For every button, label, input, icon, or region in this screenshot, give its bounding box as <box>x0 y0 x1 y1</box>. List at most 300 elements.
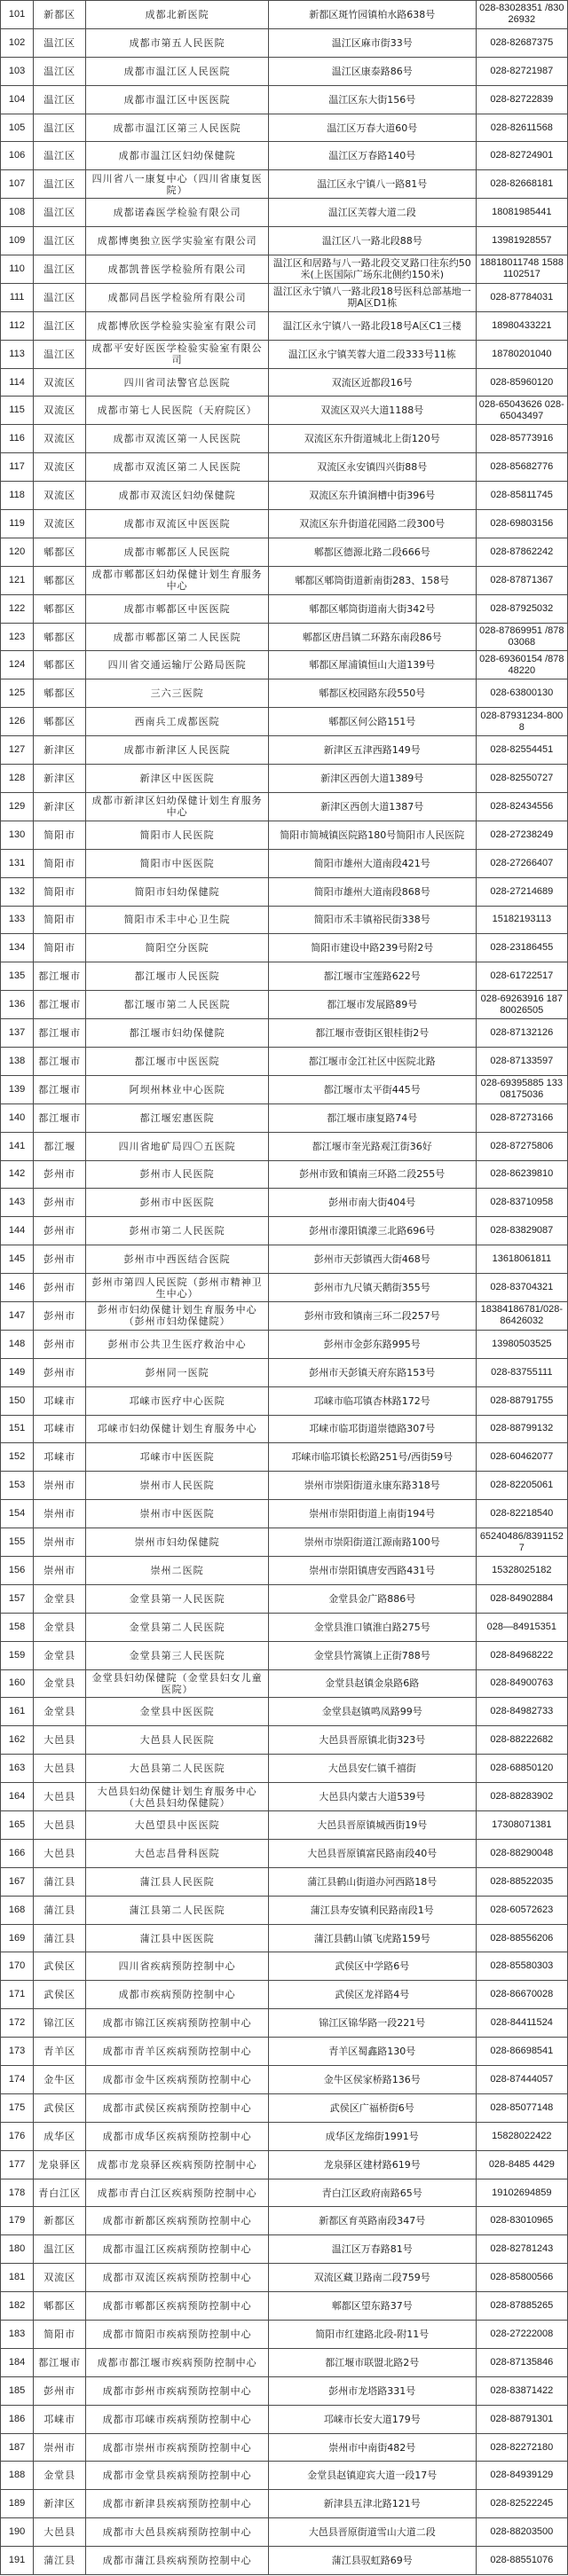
phone-cell: 028-88791755 <box>476 1386 567 1415</box>
table-row <box>1 2547 568 2575</box>
phone-cell: 028-82721987 <box>476 57 567 85</box>
phone-cell: 028-87871367 <box>476 566 567 594</box>
address-cell: 都江堰市康复路74号 <box>268 1103 476 1132</box>
phone-cell: 028-84411524 <box>476 2009 567 2038</box>
district-cell: 彭州市 <box>34 1358 86 1386</box>
district-cell: 崇州市 <box>34 1556 86 1584</box>
phone-cell: 028-83028351 /83026932 <box>476 1 567 29</box>
table-row <box>1 1019 568 1048</box>
district-cell: 都江堰市 <box>34 1047 86 1075</box>
phone-cell: 028-83829087 <box>476 1217 567 1245</box>
institution-name-cell: 邛崃市医疗中心医院 <box>86 1386 269 1415</box>
table-row <box>1 227 568 255</box>
district-cell: 都江堰市 <box>34 2348 86 2376</box>
district-cell: 蒲江县 <box>34 2547 86 2575</box>
institution-name-cell: 成都市成华区疾病预防控制中心 <box>86 2122 269 2150</box>
phone-cell: 028-87275806 <box>476 1132 567 1160</box>
row-number: 152 <box>1 1443 34 1472</box>
institution-name-cell: 成都北新医院 <box>86 1 269 29</box>
table-row <box>1 57 568 85</box>
institution-name-cell: 四川省交通运输厅公路局医院 <box>86 651 269 679</box>
district-cell: 简阳市 <box>34 877 86 906</box>
district-cell: 大邑县 <box>34 1811 86 1840</box>
row-number: 170 <box>1 1952 34 1981</box>
address-cell: 青羊区蜀鑫路130号 <box>268 2038 476 2066</box>
district-cell: 崇州市 <box>34 2433 86 2462</box>
institution-name-cell: 成都市金堂县疾病预防控制中心 <box>86 2462 269 2490</box>
district-cell: 金堂县 <box>34 1669 86 1698</box>
district-cell: 彭州市 <box>34 1217 86 1245</box>
phone-cell: 028-65043626 028-65043497 <box>476 397 567 425</box>
district-cell: 武侯区 <box>34 2093 86 2122</box>
table-row <box>1 170 568 199</box>
row-number: 128 <box>1 765 34 793</box>
address-cell: 郫都区郫筒街道南大街342号 <box>268 594 476 623</box>
row-number: 155 <box>1 1528 34 1557</box>
district-cell: 温江区 <box>34 28 86 57</box>
address-cell: 大邑县内蒙古大道539号 <box>268 1783 476 1811</box>
phone-cell: 13980503525 <box>476 1330 567 1358</box>
row-number: 164 <box>1 1783 34 1811</box>
district-cell: 温江区 <box>34 2235 86 2264</box>
table-row <box>1 368 568 397</box>
institution-name-cell: 成都市崇州市疾病预防控制中心 <box>86 2433 269 2462</box>
row-number: 180 <box>1 2235 34 2264</box>
row-number: 102 <box>1 28 34 57</box>
address-cell: 彭州市致和镇南三环路二段255号 <box>268 1160 476 1189</box>
institution-name-cell: 蒲江县中医医院 <box>86 1924 269 1952</box>
address-cell: 都江堰市壹街区银桂街2号 <box>268 1019 476 1048</box>
phone-cell: 028-69360154 /87848220 <box>476 651 567 679</box>
address-cell: 温江区和居路与八一路北段交叉路口往东约50米(上医国际广场东北侧约150米) <box>268 255 476 284</box>
address-cell: 郫都区何公路151号 <box>268 708 476 736</box>
row-number: 159 <box>1 1641 34 1669</box>
institution-name-cell: 都江堰市人民医院 <box>86 962 269 991</box>
table-row <box>1 2207 568 2235</box>
institution-name-cell: 成都市邛崃市疾病预防控制中心 <box>86 2405 269 2433</box>
table-row <box>1 1245 568 1274</box>
phone-cell: 028-88522035 <box>476 1867 567 1896</box>
institution-name-cell: 成都市双流区疾病预防控制中心 <box>86 2264 269 2292</box>
district-cell: 都江堰市 <box>34 1075 86 1103</box>
institution-name-cell: 成都市新都区疾病预防控制中心 <box>86 2207 269 2235</box>
phone-cell: 028-60572623 <box>476 1896 567 1924</box>
district-cell: 武侯区 <box>34 1952 86 1981</box>
row-number: 140 <box>1 1103 34 1132</box>
row-number: 109 <box>1 227 34 255</box>
row-number: 137 <box>1 1019 34 1048</box>
phone-cell: 028-82668181 <box>476 170 567 199</box>
table-row <box>1 1075 568 1103</box>
row-number: 123 <box>1 623 34 651</box>
address-cell: 武侯区中学路6号 <box>268 1952 476 1981</box>
table-row <box>1 679 568 708</box>
district-cell: 崇州市 <box>34 1500 86 1528</box>
district-cell: 温江区 <box>34 199 86 227</box>
table-row <box>1 283 568 311</box>
address-cell: 郫都区校园路东段550号 <box>268 679 476 708</box>
phone-cell: 028-27222008 <box>476 2321 567 2349</box>
district-cell: 双流区 <box>34 510 86 538</box>
address-cell: 彭州市九尺镇天鹅街355号 <box>268 1274 476 1302</box>
row-number: 130 <box>1 821 34 849</box>
address-cell: 邛崃市临邛镇杏林路172号 <box>268 1386 476 1415</box>
table-row <box>1 1189 568 1217</box>
phone-cell: 028-84900763 <box>476 1669 567 1698</box>
table-row <box>1 340 568 368</box>
institution-name-cell: 彭州市第二人民医院 <box>86 1217 269 1245</box>
institution-name-cell: 金堂县中医医院 <box>86 1698 269 1726</box>
address-cell: 郫都区唐昌镇二环路东南段86号 <box>268 623 476 651</box>
table-row <box>1 736 568 765</box>
district-cell: 郫都区 <box>34 623 86 651</box>
district-cell: 双流区 <box>34 368 86 397</box>
phone-cell: 028-84982733 <box>476 1698 567 1726</box>
row-number: 145 <box>1 1245 34 1274</box>
district-cell: 郫都区 <box>34 651 86 679</box>
institution-name-cell: 崇州市中医医院 <box>86 1500 269 1528</box>
address-cell: 彭州市濛阳镇濛三北路696号 <box>268 1217 476 1245</box>
institution-name-cell: 彭州市中医医院 <box>86 1189 269 1217</box>
address-cell: 双流区东升镇涧槽中街396号 <box>268 482 476 510</box>
row-number: 177 <box>1 2150 34 2179</box>
address-cell: 都江堰市发展路89号 <box>268 991 476 1019</box>
table-row <box>1 1472 568 1500</box>
institution-name-cell: 成都市郫都区妇幼保健计划生育服务中心 <box>86 566 269 594</box>
district-cell: 温江区 <box>34 170 86 199</box>
district-cell: 彭州市 <box>34 1160 86 1189</box>
phone-cell: 18081985441 <box>476 199 567 227</box>
district-cell: 彭州市 <box>34 1330 86 1358</box>
row-number: 118 <box>1 482 34 510</box>
institution-name-cell: 成都市温江区人民医院 <box>86 57 269 85</box>
row-number: 124 <box>1 651 34 679</box>
row-number: 115 <box>1 397 34 425</box>
row-number: 117 <box>1 453 34 482</box>
district-cell: 金堂县 <box>34 1584 86 1613</box>
phone-cell: 028-83704321 <box>476 1274 567 1302</box>
address-cell: 温江区康泰路86号 <box>268 57 476 85</box>
institution-name-cell: 成都同昌医学检验所有限公司 <box>86 283 269 311</box>
row-number: 110 <box>1 255 34 284</box>
district-cell: 成华区 <box>34 2122 86 2150</box>
phone-cell: 18980433221 <box>476 311 567 340</box>
district-cell: 简阳市 <box>34 906 86 934</box>
district-cell: 温江区 <box>34 57 86 85</box>
row-number: 116 <box>1 425 34 453</box>
phone-cell: 028-86698541 <box>476 2038 567 2066</box>
table-row <box>1 1415 568 1443</box>
phone-cell: 028-86239810 <box>476 1160 567 1189</box>
district-cell: 彭州市 <box>34 1274 86 1302</box>
district-cell: 彭州市 <box>34 2376 86 2405</box>
institution-name-cell: 邛崃市妇幼保健计划生育服务中心 <box>86 1415 269 1443</box>
institution-name-cell: 大邑县人民医院 <box>86 1726 269 1755</box>
address-cell: 蒲江县驭虹路69号 <box>268 2547 476 2575</box>
institution-name-cell: 成都市都江堰市疾病预防控制中心 <box>86 2348 269 2376</box>
institution-name-cell: 成都市新津区妇幼保健计划生育服务中心 <box>86 792 269 821</box>
address-cell: 双流区东升街道城北上街120号 <box>268 425 476 453</box>
institution-name-cell: 金堂县妇幼保健院（金堂县妇女儿童医院） <box>86 1669 269 1698</box>
table-row <box>1 453 568 482</box>
institution-name-cell: 成都市青羊区疾病预防控制中心 <box>86 2038 269 2066</box>
phone-cell: 19102694859 <box>476 2179 567 2207</box>
phone-cell: 028-88556206 <box>476 1924 567 1952</box>
row-number: 114 <box>1 368 34 397</box>
table-row <box>1 1443 568 1472</box>
phone-cell: 028-87862242 <box>476 538 567 566</box>
district-cell: 金堂县 <box>34 2462 86 2490</box>
institution-name-cell: 彭州同一医院 <box>86 1358 269 1386</box>
phone-cell: 028-85811745 <box>476 482 567 510</box>
table-row <box>1 1500 568 1528</box>
table-row <box>1 2292 568 2321</box>
table-row <box>1 877 568 906</box>
row-number: 126 <box>1 708 34 736</box>
institution-name-cell: 成都凯普医学检验所有限公司 <box>86 255 269 284</box>
table-row <box>1 2150 568 2179</box>
institution-name-cell: 彭州市人民医院 <box>86 1160 269 1189</box>
address-cell: 成华区龙绵街1991号 <box>268 2122 476 2150</box>
phone-cell: 028-23186455 <box>476 934 567 962</box>
phone-cell: 028-88290048 <box>476 1839 567 1867</box>
row-number: 166 <box>1 1839 34 1867</box>
row-number: 175 <box>1 2093 34 2122</box>
row-number: 173 <box>1 2038 34 2066</box>
table-row <box>1 2321 568 2349</box>
row-number: 165 <box>1 1811 34 1840</box>
table-row <box>1 1103 568 1132</box>
row-number: 182 <box>1 2292 34 2321</box>
row-number: 169 <box>1 1924 34 1952</box>
institution-name-cell: 大邑县第二人民医院 <box>86 1755 269 1783</box>
address-cell: 温江区万春大道60号 <box>268 114 476 142</box>
table-row <box>1 2235 568 2264</box>
institution-name-cell: 彭州市公共卫生医疗救治中心 <box>86 1330 269 1358</box>
address-cell: 新津区五津西路149号 <box>268 736 476 765</box>
phone-cell: 18780201040 <box>476 340 567 368</box>
address-cell: 彭州市天彭镇天府东路153号 <box>268 1358 476 1386</box>
row-number: 120 <box>1 538 34 566</box>
district-cell: 崇州市 <box>34 1472 86 1500</box>
address-cell: 大邑县晋原镇富民路南段40号 <box>268 1839 476 1867</box>
phone-cell: 028-87931234-8008 <box>476 708 567 736</box>
phone-cell: 028-88791301 <box>476 2405 567 2433</box>
institution-name-cell: 崇州市妇幼保健院 <box>86 1528 269 1557</box>
address-cell: 蒲江县鹤山镇飞虎路159号 <box>268 1924 476 1952</box>
institution-name-cell: 崇州市人民医院 <box>86 1472 269 1500</box>
institution-name-cell: 成都市简阳市疾病预防控制中心 <box>86 2321 269 2349</box>
row-number: 171 <box>1 1981 34 2009</box>
phone-cell: 028-84902884 <box>476 1584 567 1613</box>
table-row <box>1 2348 568 2376</box>
address-cell: 大邑县晋原街道雪山大道二段 <box>268 2518 476 2547</box>
institution-name-cell: 四川省疾病预防控制中心 <box>86 1952 269 1981</box>
table-row <box>1 1641 568 1669</box>
phone-cell: 028-27214689 <box>476 877 567 906</box>
address-cell: 崇州市崇阳街道江源南路100号 <box>268 1528 476 1557</box>
row-number: 108 <box>1 199 34 227</box>
row-number: 183 <box>1 2321 34 2349</box>
phone-cell: 028-82687375 <box>476 28 567 57</box>
phone-cell: 028-68850120 <box>476 1755 567 1783</box>
table-row <box>1 425 568 453</box>
institution-name-cell: 四川省地矿局四〇五医院 <box>86 1132 269 1160</box>
row-number: 151 <box>1 1415 34 1443</box>
row-number: 132 <box>1 877 34 906</box>
district-cell: 郫都区 <box>34 594 86 623</box>
phone-cell: 028-88283902 <box>476 1783 567 1811</box>
table-row <box>1 2433 568 2462</box>
row-number: 154 <box>1 1500 34 1528</box>
district-cell: 郫都区 <box>34 679 86 708</box>
row-number: 112 <box>1 311 34 340</box>
row-number: 111 <box>1 283 34 311</box>
table-row <box>1 1358 568 1386</box>
row-number: 160 <box>1 1669 34 1698</box>
institution-name-cell: 成都市郫都区第二人民医院 <box>86 623 269 651</box>
phone-cell: 028-84939129 <box>476 2462 567 2490</box>
district-cell: 双流区 <box>34 482 86 510</box>
institution-name-cell: 成都平安好医医学检验实验室有限公司 <box>86 340 269 368</box>
table-row <box>1 765 568 793</box>
address-cell: 大邑县安仁镇千禧街 <box>268 1755 476 1783</box>
table-row <box>1 1952 568 1981</box>
phone-cell: 13618061811 <box>476 1245 567 1274</box>
district-cell: 蒲江县 <box>34 1867 86 1896</box>
table-row <box>1 311 568 340</box>
table-row <box>1 2179 568 2207</box>
row-number: 163 <box>1 1755 34 1783</box>
district-cell: 新津区 <box>34 792 86 821</box>
row-number: 136 <box>1 991 34 1019</box>
district-cell: 彭州市 <box>34 1245 86 1274</box>
table-row <box>1 2405 568 2433</box>
district-cell: 崇州市 <box>34 1528 86 1557</box>
address-cell: 彭州市天彭镇西大街468号 <box>268 1245 476 1274</box>
district-cell: 双流区 <box>34 397 86 425</box>
row-number: 121 <box>1 566 34 594</box>
phone-cell: 028-88551076 <box>476 2547 567 2575</box>
table-row <box>1 2490 568 2518</box>
phone-cell: 028-87444057 <box>476 2066 567 2094</box>
district-cell: 新津区 <box>34 736 86 765</box>
district-cell: 邛崃市 <box>34 2405 86 2433</box>
institution-name-cell: 金堂县第二人民医院 <box>86 1613 269 1641</box>
phone-cell: 028-83871422 <box>476 2376 567 2405</box>
institution-name-cell: 成都市龙泉驿区疾病预防控制中心 <box>86 2150 269 2179</box>
district-cell: 金牛区 <box>34 2066 86 2094</box>
row-number: 185 <box>1 2376 34 2405</box>
institution-name-cell: 成都市温江区第三人民医院 <box>86 114 269 142</box>
phone-cell: 17308071381 <box>476 1811 567 1840</box>
district-cell: 大邑县 <box>34 1839 86 1867</box>
row-number: 190 <box>1 2518 34 2547</box>
table-row <box>1 1981 568 2009</box>
row-number: 101 <box>1 1 34 29</box>
institution-name-cell: 蒲江县第二人民医院 <box>86 1896 269 1924</box>
phone-cell: 028-88203500 <box>476 2518 567 2547</box>
institution-name-cell: 崇州二医院 <box>86 1556 269 1584</box>
row-number: 149 <box>1 1358 34 1386</box>
table-row <box>1 849 568 877</box>
phone-cell: 028-82434556 <box>476 792 567 821</box>
table-row <box>1 2376 568 2405</box>
phone-cell: 13981928557 <box>476 227 567 255</box>
table-row <box>1 199 568 227</box>
address-cell: 双流区藏卫路南二段759号 <box>268 2264 476 2292</box>
address-cell: 武侯区龙祥路4号 <box>268 1981 476 2009</box>
address-cell: 锦江区锦华路一段221号 <box>268 2009 476 2038</box>
institution-name-cell: 成都市第七人民医院（天府院区） <box>86 397 269 425</box>
row-number: 138 <box>1 1047 34 1075</box>
table-row <box>1 1301 568 1330</box>
table-row <box>1 2122 568 2150</box>
phone-cell: 028-8485 4429 <box>476 2150 567 2179</box>
row-number: 103 <box>1 57 34 85</box>
district-cell: 简阳市 <box>34 821 86 849</box>
district-cell: 大邑县 <box>34 1783 86 1811</box>
row-number: 127 <box>1 736 34 765</box>
district-cell: 青羊区 <box>34 2038 86 2066</box>
institution-name-cell: 成都市疾病预防控制中心 <box>86 1981 269 2009</box>
institution-name-cell: 四川省八一康复中心（四川省康复医院） <box>86 170 269 199</box>
row-number: 104 <box>1 85 34 114</box>
address-cell: 彭州市金彭东路995号 <box>268 1330 476 1358</box>
address-cell: 彭州市南大街404号 <box>268 1189 476 1217</box>
phone-cell: 028-87784031 <box>476 283 567 311</box>
address-cell: 温江区东大街156号 <box>268 85 476 114</box>
address-cell: 邛崃市临邛镇长松路251号/西街59号 <box>268 1443 476 1472</box>
table-row <box>1 991 568 1019</box>
phone-cell: 028-82724901 <box>476 142 567 170</box>
table-row <box>1 1783 568 1811</box>
address-cell: 蒲江县鹤山街道办河西路18号 <box>268 1867 476 1896</box>
institution-name-cell: 彭州市妇幼保健计划生育服务中心（彭州市妇幼保健院） <box>86 1301 269 1330</box>
phone-cell: 028-86670028 <box>476 1981 567 2009</box>
address-cell: 郫都区郫筒街道新南街283、158号 <box>268 566 476 594</box>
district-cell: 青白江区 <box>34 2179 86 2207</box>
address-cell: 简阳市禾丰镇裕民街338号 <box>268 906 476 934</box>
district-cell: 武侯区 <box>34 1981 86 2009</box>
phone-cell: 18384186781/028-86426032 <box>476 1301 567 1330</box>
phone-cell: 028-82522245 <box>476 2490 567 2518</box>
table-row <box>1 623 568 651</box>
phone-cell: 028-88799132 <box>476 1415 567 1443</box>
row-number: 139 <box>1 1075 34 1103</box>
institution-name-cell: 新津区中医医院 <box>86 765 269 793</box>
institution-name-cell: 简阳市人民医院 <box>86 821 269 849</box>
table-row <box>1 594 568 623</box>
table-row <box>1 1160 568 1189</box>
phone-cell: 028-87925032 <box>476 594 567 623</box>
address-cell: 金堂县赵镇金泉路6路 <box>268 1669 476 1698</box>
table-row <box>1 538 568 566</box>
phone-cell: 028-87132126 <box>476 1019 567 1048</box>
address-cell: 金堂县赵镇迎宾大道一段17号 <box>268 2462 476 2490</box>
institution-name-cell: 邛崃市中医医院 <box>86 1443 269 1472</box>
institution-name-cell: 成都市温江区疾病预防控制中心 <box>86 2235 269 2264</box>
phone-cell: 028-87135846 <box>476 2348 567 2376</box>
table-row <box>1 2038 568 2066</box>
institution-name-cell: 成都市青白江区疾病预防控制中心 <box>86 2179 269 2207</box>
district-cell: 温江区 <box>34 114 86 142</box>
phone-cell: 028-87273166 <box>476 1103 567 1132</box>
table-row <box>1 708 568 736</box>
institution-name-cell: 成都市彭州市疾病预防控制中心 <box>86 2376 269 2405</box>
institution-name-cell: 成都市郫都区疾病预防控制中心 <box>86 2292 269 2321</box>
table-row <box>1 1839 568 1867</box>
